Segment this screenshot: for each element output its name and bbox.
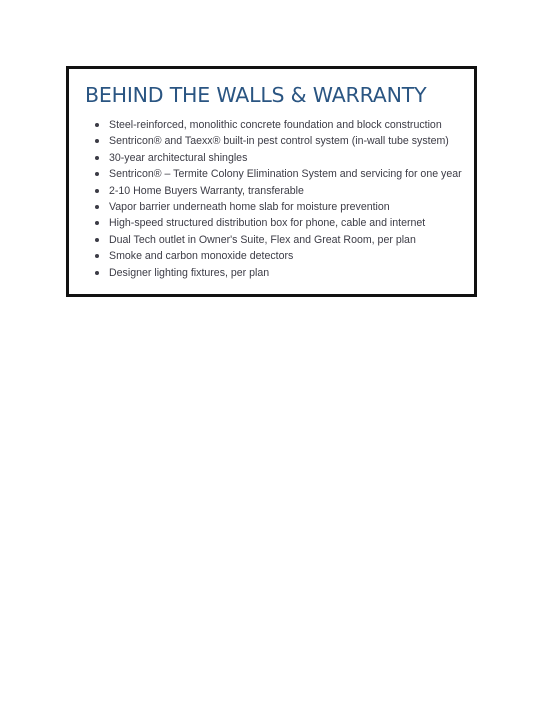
list-item <box>85 183 462 199</box>
bullet-icon <box>95 123 99 127</box>
bullet-icon <box>95 139 99 143</box>
list-item <box>85 248 462 264</box>
list-item <box>85 199 462 215</box>
features-list <box>85 117 462 281</box>
list-item-text: Steel-reinforced, monolithic concrete foundation and block construction <box>109 119 442 131</box>
list-item-text: Smoke and carbon monoxide detectors <box>109 250 294 263</box>
list-item-text: Sentricon® and Taexx® built-in pest control system (in-wall tube system) <box>109 135 449 148</box>
section-title: BEHIND THE WALLS & WARRANTY <box>85 83 427 107</box>
list-item-text: Vapor barrier underneath home slab for moisture prevention <box>109 200 390 213</box>
bullet-icon <box>95 238 99 242</box>
list-item-text: 30-year architectural shingles <box>109 151 248 164</box>
bullet-icon <box>95 254 99 258</box>
list-item <box>85 232 462 248</box>
list-item-text: Sentricon® – Termite Colony Elimination System and servicing for one year <box>109 168 462 181</box>
list-item <box>85 265 462 281</box>
list-item-text: Dual Tech outlet in Owner's Suite, Flex and Great Room, per plan <box>109 233 416 246</box>
list-item <box>85 166 462 182</box>
bullet-icon <box>95 189 99 193</box>
list-item-text: Designer lighting fixtures, per plan <box>109 266 270 279</box>
list-item-text: High-speed structured distribution box for phone, cable and internet <box>109 217 426 230</box>
list-item <box>85 215 462 231</box>
list-item <box>85 117 462 133</box>
features-box <box>66 66 477 297</box>
bullet-icon <box>95 205 99 209</box>
list-item <box>85 150 462 166</box>
bullet-icon <box>95 172 99 176</box>
list-item <box>85 133 462 149</box>
bullet-icon <box>95 156 99 160</box>
list-item-text: 2-10 Home Buyers Warranty, transferable <box>109 184 304 197</box>
bullet-icon <box>95 221 99 225</box>
bullet-icon <box>95 271 99 275</box>
